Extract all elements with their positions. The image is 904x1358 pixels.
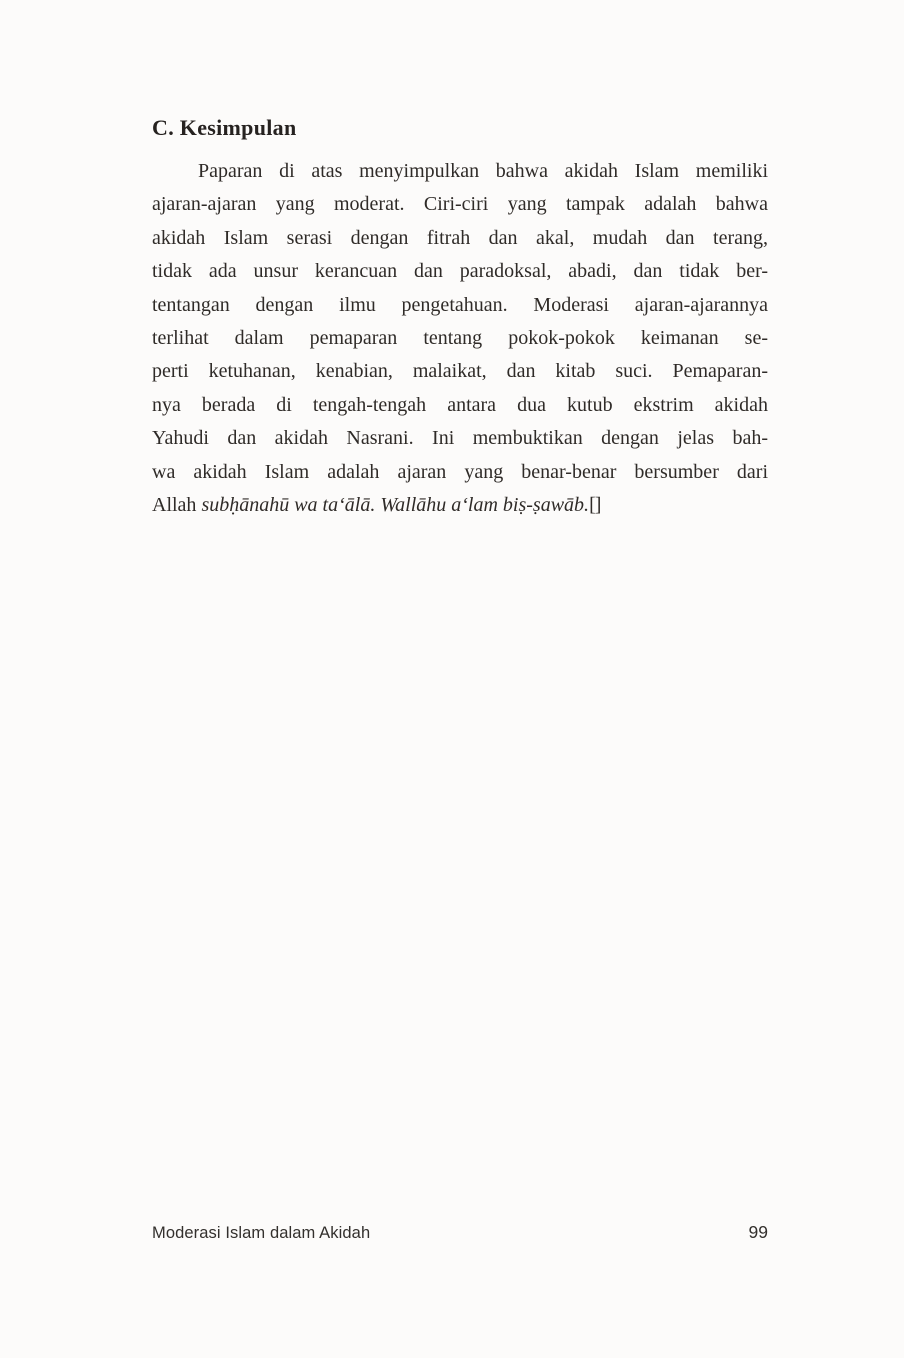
paragraph-line: akidah Islam serasi dengan fitrah dan akal, mudah dan terang, <box>152 226 768 249</box>
page-footer <box>152 1222 768 1243</box>
paragraph-line: wa akidah Islam adalah ajaran yang benar-benar bersumber dari <box>152 460 768 483</box>
page-number: 99 <box>748 1222 768 1242</box>
last-line-prefix: Allah <box>152 494 202 517</box>
paragraph-line: Yahudi dan akidah Nasrani. Ini membuktikan dengan jelas bah- <box>152 427 768 450</box>
running-title: Moderasi Islam dalam Akidah <box>152 1224 371 1242</box>
end-of-article-mark: [] <box>589 494 601 517</box>
paragraph-line: terlihat dalam pemaparan tentang pokok-pokok keimanan se- <box>152 327 768 350</box>
paragraph-line: nya berada di tengah-tengah antara dua kutub ekstrim akidah <box>152 393 768 416</box>
paragraph-line: tidak ada unsur kerancuan dan paradoksal, abadi, dan tidak ber- <box>152 260 768 283</box>
arabic-transliteration: subḥānahū wa ta‘ālā. Wallāhu a‘lam biṣ-ṣawāb. <box>201 494 590 517</box>
paragraph-last-line <box>152 489 768 522</box>
page-content <box>152 113 768 522</box>
body-paragraph <box>152 155 768 522</box>
paragraph-line: ajaran-ajaran yang moderat. Ciri-ciri yang tampak adalah bahwa <box>152 193 768 216</box>
paragraph-line: Paparan di atas menyimpulkan bahwa akidah Islam memiliki <box>198 160 768 182</box>
paragraph-line: tentangan dengan ilmu pengetahuan. Moderasi ajaran-ajarannya <box>152 293 768 316</box>
paragraph-line: perti ketuhanan, kenabian, malaikat, dan kitab suci. Pemaparan- <box>152 360 768 383</box>
section-heading: C. Kesimpulan <box>152 115 297 140</box>
